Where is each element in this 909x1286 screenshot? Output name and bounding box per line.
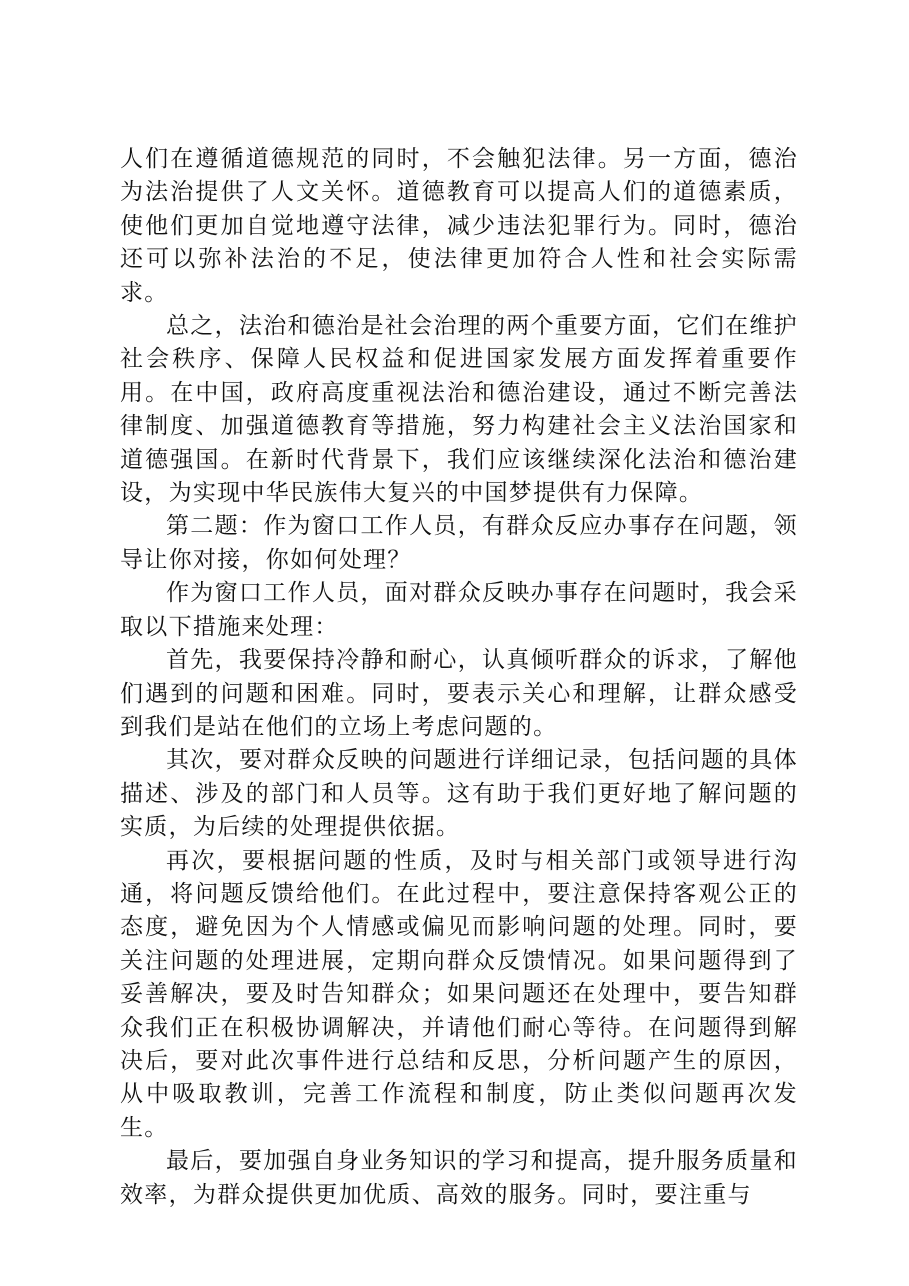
- paragraph-conclusion: 总之，法治和德治是社会治理的两个重要方面，它们在维护社会秩序、保障人民权益和促进国家发展方面发挥着重要作用。在中国，政府高度重视法治和德治建设，通过不断完善法律制度、加强道德教育等措施，努力构建社会主义法治国家和道德强国。在新时代背景下，我们应该继续深化法治和德治建设，为实现中华民族伟大复兴的中国梦提供有力保障。: [120, 313, 798, 507]
- paragraph-final-step: 最后，要加强自身业务知识的学习和提高，提升服务质量和效率，为群众提供更加优质、高效的服务。同时，要注重与: [120, 1148, 798, 1208]
- paragraph-second-step: 其次，要对群众反映的问题进行详细记录，包括问题的具体描述、涉及的部门和人员等。这有助于我们更好地了解问题的实质，为后续的处理提供依据。: [120, 747, 798, 841]
- paragraph-first-step: 首先，我要保持冷静和耐心，认真倾听群众的诉求，了解他们遇到的问题和困难。同时，要表示关心和理解，让群众感受到我们是站在他们的立场上考虑问题的。: [120, 647, 798, 740]
- paragraph-answer-intro: 作为窗口工作人员，面对群众反映办事存在问题时，我会采取以下措施来处理：: [120, 580, 798, 640]
- paragraph-rule-of-law-and-virtue-continuation: 人们在遵循道德规范的同时，不会触犯法律。另一方面，德治为法治提供了人文关怀。道德教育可以提高人们的道德素质，使他们更加自觉地遵守法律，减少违法犯罪行为。同时，德治还可以弥补法治的不足，使法律更加符合人性和社会实际需求。: [120, 146, 798, 306]
- document-body: [120, 143, 798, 1212]
- paragraph-third-step: 再次，要根据问题的性质，及时与相关部门或领导进行沟通，将问题反馈给他们。在此过程中，要注意保持客观公正的态度，避免因为个人情感或偏见而影响问题的处理。同时，要关注问题的处理进展，定期向群众反馈情况。如果问题得到了妥善解决，要及时告知群众；如果问题还在处理中，要告知群众我们正在积极协调解决，并请他们耐心等待。在问题得到解决后，要对此次事件进行总结和反思，分析问题产生的原因，从中吸取教训，完善工作流程和制度，防止类似问题再次发生。: [120, 847, 798, 1141]
- question-two-heading: 第二题：作为窗口工作人员，有群众反应办事存在问题，领导让你对接，你如何处理？: [120, 513, 798, 573]
